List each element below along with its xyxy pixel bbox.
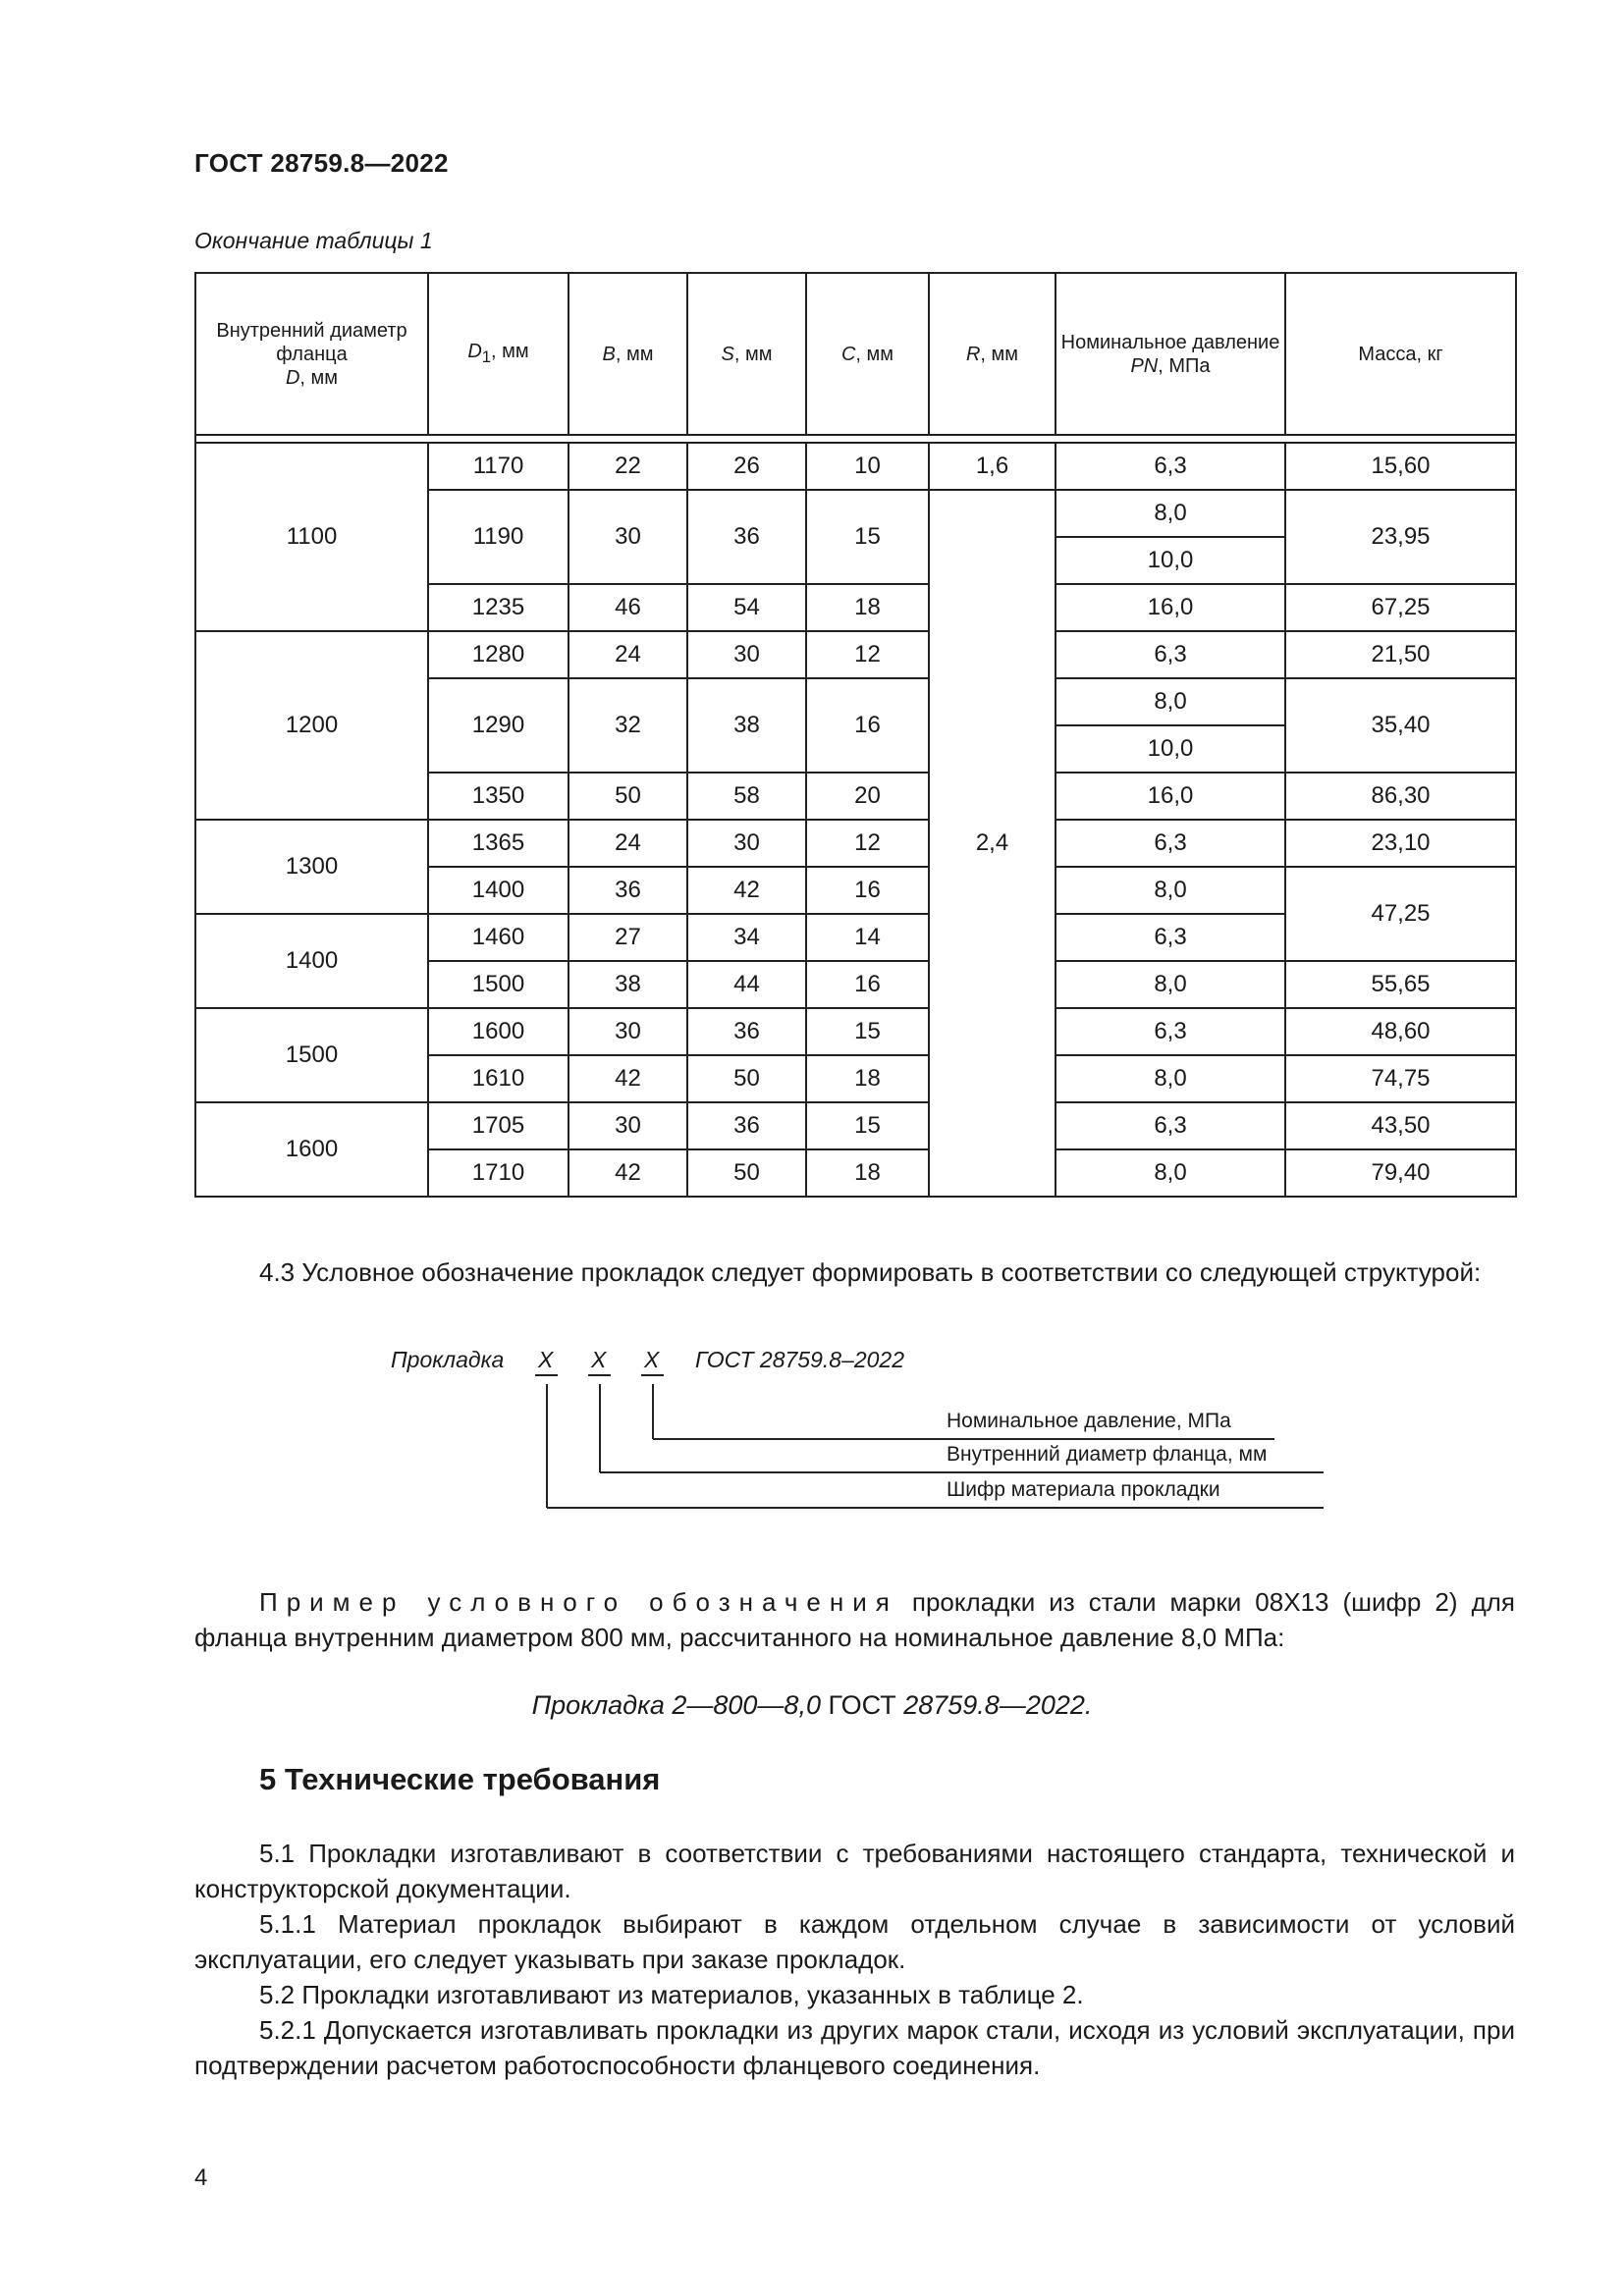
diagram-prefix: Прокладка xyxy=(391,1347,505,1372)
cell-pn: 8,0 xyxy=(1056,1055,1285,1102)
cell-d1: 1710 xyxy=(428,1149,568,1197)
cell-b: 30 xyxy=(568,1008,687,1055)
cell-c: 18 xyxy=(806,1149,929,1197)
cell-d: 1500 xyxy=(195,1008,428,1102)
cell-s: 26 xyxy=(687,443,806,490)
cell-c: 18 xyxy=(806,584,929,631)
cell-d1: 1600 xyxy=(428,1008,568,1055)
cell-s: 36 xyxy=(687,490,806,584)
cell-c: 16 xyxy=(806,867,929,914)
cell-mass: 48,60 xyxy=(1285,1008,1516,1055)
cell-pn: 8,0 xyxy=(1056,867,1285,914)
table-row xyxy=(195,443,1516,490)
cell-d1: 1500 xyxy=(428,961,568,1008)
cell-b: 27 xyxy=(568,914,687,961)
cell-b: 32 xyxy=(568,678,687,773)
cell-d1: 1170 xyxy=(428,443,568,490)
cell-mass: 21,50 xyxy=(1285,631,1516,678)
cell-b: 30 xyxy=(568,1102,687,1149)
header-inner-diameter: Внутренний диаметр фланца D, мм xyxy=(195,273,428,435)
cell-c: 12 xyxy=(806,820,929,867)
cell-s: 34 xyxy=(687,914,806,961)
diagram-x-diameter: X xyxy=(591,1347,607,1372)
cell-s: 30 xyxy=(687,631,806,678)
label-inner-diameter: Внутренний диаметр фланца, мм xyxy=(947,1443,1268,1466)
cell-s: 50 xyxy=(687,1055,806,1102)
cell-mass: 15,60 xyxy=(1285,443,1516,490)
cell-b: 30 xyxy=(568,490,687,584)
header-nominal-pressure: Номинальное давление PN, МПа xyxy=(1056,273,1285,435)
cell-c: 10 xyxy=(806,443,929,490)
cell-s: 54 xyxy=(687,584,806,631)
cell-c: 18 xyxy=(806,1055,929,1102)
cell-d: 1400 xyxy=(195,914,428,1008)
cell-c: 20 xyxy=(806,773,929,820)
cell-c: 12 xyxy=(806,631,929,678)
cell-c: 14 xyxy=(806,914,929,961)
cell-c: 15 xyxy=(806,1102,929,1149)
cell-c: 16 xyxy=(806,961,929,1008)
header-d1: $D_1$, мм xyxy=(428,273,568,435)
cell-pn: 10,0 xyxy=(1056,537,1285,584)
example-lead: Пример условного обозначения xyxy=(259,1587,898,1617)
diagram-standard: ГОСТ 28759.8–2022 xyxy=(695,1347,905,1372)
cell-pn: 8,0 xyxy=(1056,1149,1285,1197)
paragraph-5-2: 5.2 Прокладки изготавливают из материалов, указанных в таблице 2. xyxy=(259,1980,1084,2009)
cell-r: 1,6 xyxy=(929,443,1056,490)
cell-mass: 47,25 xyxy=(1285,867,1516,961)
cell-d1: 1235 xyxy=(428,584,568,631)
diagram-x-pressure: X xyxy=(644,1347,660,1372)
cell-pn: 6,3 xyxy=(1056,1008,1285,1055)
cell-c: 16 xyxy=(806,678,929,773)
cell-d1: 1705 xyxy=(428,1102,568,1149)
table-header-row xyxy=(195,273,1516,435)
document-header: ГОСТ 28759.8—2022 xyxy=(194,148,449,178)
table-row xyxy=(195,820,1516,867)
cell-b: 46 xyxy=(568,584,687,631)
cell-c: 15 xyxy=(806,1008,929,1055)
paragraph-4-3: 4.3 Условное обозначение прокладок следует формировать в соответствии со следующей структурой: xyxy=(259,1257,1482,1287)
label-material-code: Шифр материала прокладки xyxy=(947,1478,1220,1501)
cell-d1: 1290 xyxy=(428,678,568,773)
cell-b: 36 xyxy=(568,867,687,914)
cell-s: 58 xyxy=(687,773,806,820)
cell-pn: 6,3 xyxy=(1056,1102,1285,1149)
paragraph-5-1: 5.1 Прокладки изготавливают в соответствии с требованиями настоящего стандарта, технической и конструкторской документации. xyxy=(194,1839,1515,1903)
cell-b: 38 xyxy=(568,961,687,1008)
example-paragraph: Пример условного обозначения прокладки из стали марки 08Х13 (шифр 2) для фланца внутренним диаметром 800 мм, рассчитанного на номинальное давление 8,0 МПа: xyxy=(194,1587,1516,1652)
cell-mass: 35,40 xyxy=(1285,678,1516,773)
header-r: R, мм xyxy=(929,273,1056,435)
dimensions-table xyxy=(194,272,1517,1198)
cell-d1: 1190 xyxy=(428,490,568,584)
cell-s: 38 xyxy=(687,678,806,773)
example-designation: Прокладка 2—800—8,0 ГОСТ 28759.8—2022. xyxy=(531,1690,1093,1720)
cell-mass: 23,95 xyxy=(1285,490,1516,584)
cell-mass: 55,65 xyxy=(1285,961,1516,1008)
cell-d: 1300 xyxy=(195,820,428,914)
header-s: S, мм xyxy=(687,273,806,435)
cell-b: 22 xyxy=(568,443,687,490)
cell-b: 50 xyxy=(568,773,687,820)
paragraph-5-2-1: 5.2.1 Допускается изготавливать прокладки из других марок стали, исходя из условий эксплуатации, при подтверждении расчетом работоспособности фланцевого соединения. xyxy=(194,2015,1515,2080)
cell-pn: 8,0 xyxy=(1056,961,1285,1008)
cell-s: 42 xyxy=(687,867,806,914)
cell-d1: 1280 xyxy=(428,631,568,678)
cell-d: 1600 xyxy=(195,1102,428,1197)
section-5-title: 5 Технические требования xyxy=(259,1762,661,1796)
designation-structure-diagram xyxy=(383,1345,1326,1522)
cell-d1: 1610 xyxy=(428,1055,568,1102)
cell-pn: 16,0 xyxy=(1056,584,1285,631)
cell-pn: 8,0 xyxy=(1056,678,1285,725)
diagram-x-material: X xyxy=(538,1347,554,1372)
table-row xyxy=(195,631,1516,678)
cell-d1: 1350 xyxy=(428,773,568,820)
header-mass: Масса, кг xyxy=(1285,273,1516,435)
cell-mass: 86,30 xyxy=(1285,773,1516,820)
table-row xyxy=(195,1008,1516,1055)
cell-b: 42 xyxy=(568,1149,687,1197)
section-5-body xyxy=(194,1836,1515,2083)
cell-mass: 43,50 xyxy=(1285,1102,1516,1149)
cell-mass: 74,75 xyxy=(1285,1055,1516,1102)
label-nominal-pressure: Номинальное давление, МПа xyxy=(947,1410,1231,1432)
cell-b: 24 xyxy=(568,820,687,867)
cell-pn: 6,3 xyxy=(1056,631,1285,678)
table-caption: Окончание таблицы 1 xyxy=(194,228,433,253)
header-separator xyxy=(195,435,1516,443)
cell-d: 1100 xyxy=(195,443,428,631)
cell-pn: 6,3 xyxy=(1056,820,1285,867)
cell-s: 50 xyxy=(687,1149,806,1197)
cell-pn: 8,0 xyxy=(1056,490,1285,537)
cell-pn: 6,3 xyxy=(1056,443,1285,490)
cell-mass: 23,10 xyxy=(1285,820,1516,867)
cell-mass: 67,25 xyxy=(1285,584,1516,631)
cell-mass: 79,40 xyxy=(1285,1149,1516,1197)
table-row xyxy=(195,1102,1516,1149)
cell-s: 36 xyxy=(687,1102,806,1149)
header-c: C, мм xyxy=(806,273,929,435)
cell-b: 42 xyxy=(568,1055,687,1102)
cell-pn: 10,0 xyxy=(1056,725,1285,773)
cell-pn: 6,3 xyxy=(1056,914,1285,961)
cell-d1: 1365 xyxy=(428,820,568,867)
cell-s: 44 xyxy=(687,961,806,1008)
cell-d1: 1400 xyxy=(428,867,568,914)
cell-s: 36 xyxy=(687,1008,806,1055)
cell-c: 15 xyxy=(806,490,929,584)
cell-b: 24 xyxy=(568,631,687,678)
page-number: 4 xyxy=(194,2164,208,2191)
cell-pn: 16,0 xyxy=(1056,773,1285,820)
header-b: B, мм xyxy=(568,273,687,435)
cell-s: 30 xyxy=(687,820,806,867)
cell-d: 1200 xyxy=(195,631,428,820)
cell-r: 2,4 xyxy=(929,490,1056,1197)
paragraph-5-1-1: 5.1.1 Материал прокладок выбирают в каждом отдельном случае в зависимости от условий эксплуатации, его следует указывать при заказе прокладок. xyxy=(194,1909,1515,1974)
cell-d1: 1460 xyxy=(428,914,568,961)
